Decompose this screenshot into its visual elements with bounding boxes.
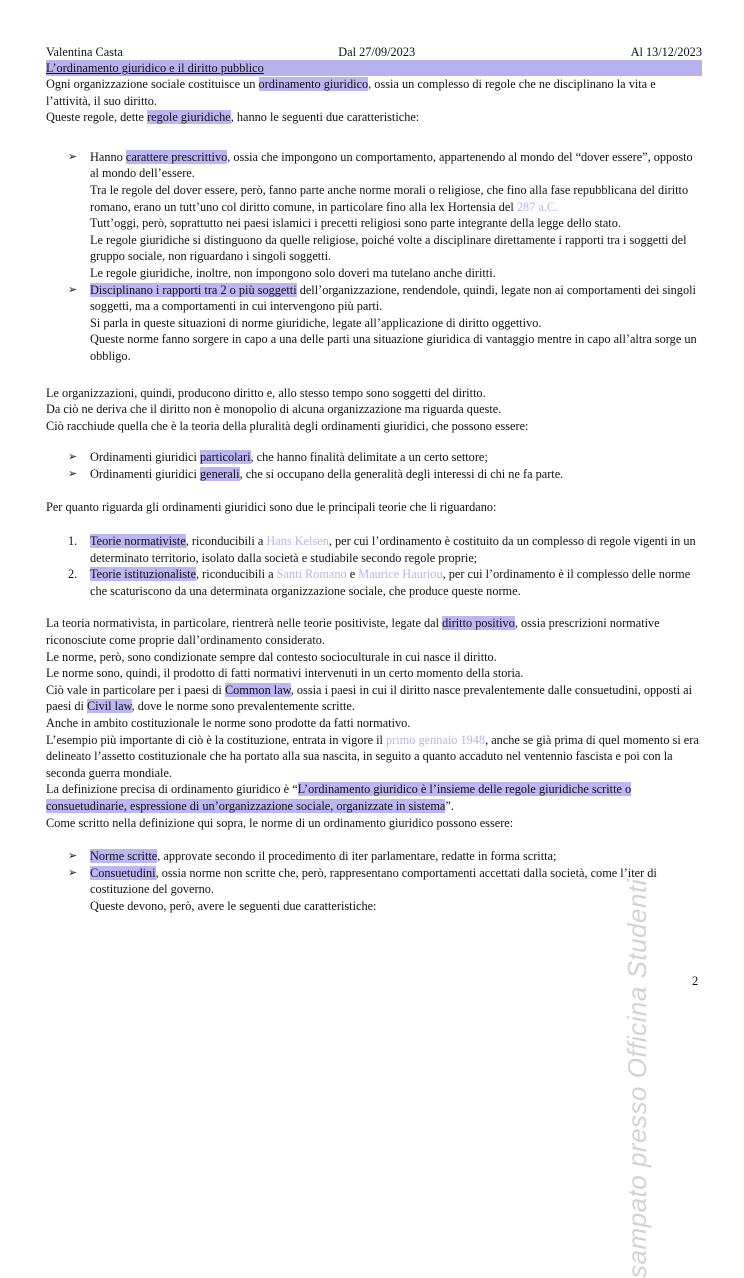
header-author: Valentina Casta — [46, 45, 123, 59]
para2-line-3: Ciò racchiude quella che è la teoria della pluralità degli ordinamenti giuridici, che possono essere: — [46, 418, 529, 433]
document-page — [46, 44, 702, 915]
section-title-bar — [46, 60, 702, 76]
bullet-arrow-icon: ➢ — [68, 467, 78, 480]
list-item: ➢ Consuetudini, ossia norme non scritte che, però, rappresentano comportamenti accettati dalla società, come l’iter di costituzione del governo. Queste devono, però, avere le seguenti due caratteristiche: — [68, 865, 657, 913]
para4-line-8: Come scritto nella definizione qui sopra, le norme di un ordinamento giuridico possono essere: — [46, 815, 514, 830]
intro-line-2: Queste regole, dette regole giuridiche, hanno le seguenti due caratteristiche: — [46, 110, 420, 125]
para4-line-3: Le norme sono, quindi, il prodotto di fatti normativi intervenuti in un certo momento della storia. — [46, 666, 524, 681]
bullet-arrow-icon: ➢ — [68, 283, 78, 296]
bullet-arrow-icon: ➢ — [68, 850, 78, 863]
page-number: 2 — [692, 974, 699, 988]
header-from-date: Dal 27/09/2023 — [338, 45, 416, 59]
list-item: 2. Teorie istituzionaliste, riconducibili a Santi Romano e Maurice Hauriou, per cui l’ordinamento è il complesso delle norme che scaturiscono da una determinata organizzazione sociale, che produce queste norme. — [68, 567, 691, 598]
list-item: ➢ Ordinamenti giuridici particolari, che hanno finalità delimitate a un certo settore; — [68, 450, 488, 465]
para4-line-1: La teoria normativista, in particolare, rientrerà nelle teorie positiviste, legate dal diritto positivo, ossia prescrizioni normative riconosciute come proprie dall’ordinamento considerato. — [46, 616, 660, 648]
list-item: ➢ Ordinamenti giuridici generali, che si occupano della generalità degli interessi di chi ne fa parte. — [68, 466, 564, 481]
definition-quote: La definizione precisa di ordinamento giuridico è “L’ordinamento giuridico è l’insieme delle regole giuridiche scritte o consuetudinarie, espressione di un’organizzazione sociale, organizzate in sistema”. — [46, 782, 632, 813]
para3: Per quanto riguarda gli ordinamenti giuridici sono due le principali teorie che li riguardano: — [46, 500, 497, 515]
list-item: 1. Teorie normativiste, riconducibili a Hans Kelsen, per cui l’ordinamento è costituito da un complesso di regole vigenti in un determinato territorio, isolato dalla società e studiabile secondo regole proprie; — [68, 534, 696, 565]
bullet-arrow-icon: ➢ — [68, 150, 78, 163]
bullet-arrow-icon: ➢ — [68, 451, 78, 464]
header-to-date: Al 13/12/2023 — [630, 45, 702, 59]
para4-line-4: Ciò vale in particolare per i paesi di Common law, ossia i paesi in cui il diritto nasce prevalentemente dalle consuetudini, opposti ai paesi di Civil law, dove le norme sono prevalentemente scritte. — [46, 682, 693, 714]
section-title: L’ordinamento giuridico e il diritto pubblico — [46, 61, 264, 75]
list-item: ➢ Disciplinano i rapporti tra 2 o più soggetti dell’organizzazione, rendendole, quindi, legate non ai comportamenti dei singoli soggetti, ma a comportamenti in cui intervengono più parti. Si parla in queste situazioni di norme giuridiche, legate all’applicazione di diritto oggettivo. Queste norme fanno sorgere in capo a una delle parti una situazione giuridica di vantaggio mentre in capo all’altra sorge un obbligo. — [68, 282, 697, 363]
para4-line-6: L’esempio più importante di ciò è la costituzione, entrata in vigore il primo gennaio 1948, anche se già prima di quel momento si era delineato l’assetto costituzionale che ha portato alla sua nascita, in seguito a quanto accaduto nel ventennio fascista e poi con la seconda guerra mondiale. — [46, 732, 699, 780]
para4-line-5: Anche in ambito costituzionale le norme sono prodotte da fatti normativo. — [46, 716, 411, 730]
para4-line-2: Le norme, però, sono condizionate sempre dal contesto socioculturale in cui nasce il diritto. — [46, 649, 497, 664]
list-item: ➢ Hanno carattere prescrittivo, ossia che impongono un comportamento, appartenendo al mondo del “dover essere”, opposto al mondo dell’essere. Tra le regole del dover essere, però, fanno parte anche norme morali o religiose, che fino alla fase repubblicana del diritto romano, erano un tutt’uno col diritto comune, in particolare fino alla lex Hortensia del 287 a.C. Tutt’oggi, però, soprattutto nei paesi islamici i precetti religiosi sono parte integrante della legge dello stato. Le regole giuridiche si distinguono da quelle religiose, poiché volte a disciplinare direttamente i rapporti tra i soggetti del gruppo sociale, non riguardano i singoli soggetti. Le regole giuridiche, inoltre, non impongono solo doveri ma tutelano anche diritti. — [68, 149, 693, 280]
para2-line-2: Da ciò ne deriva che il diritto non è monopolio di alcuna organizzazione ma riguarda queste. — [46, 402, 502, 417]
para2-line-1: Le organizzazioni, quindi, producono diritto e, allo stesso tempo sono soggetti del diritto. — [46, 385, 486, 400]
watermark: sampato presso Officina Studenti — [622, 879, 652, 1278]
bullet-arrow-icon: ➢ — [68, 866, 78, 879]
page-header — [46, 44, 702, 60]
list-item: ➢ Norme scritte, approvate secondo il procedimento di iter parlamentare, redatte in forma scritta; — [68, 849, 557, 864]
intro-line-1: Ogni organizzazione sociale costituisce un ordinamento giuridico, ossia un complesso di regole che ne disciplinano la vita e l’attività, il suo diritto. — [46, 77, 656, 108]
